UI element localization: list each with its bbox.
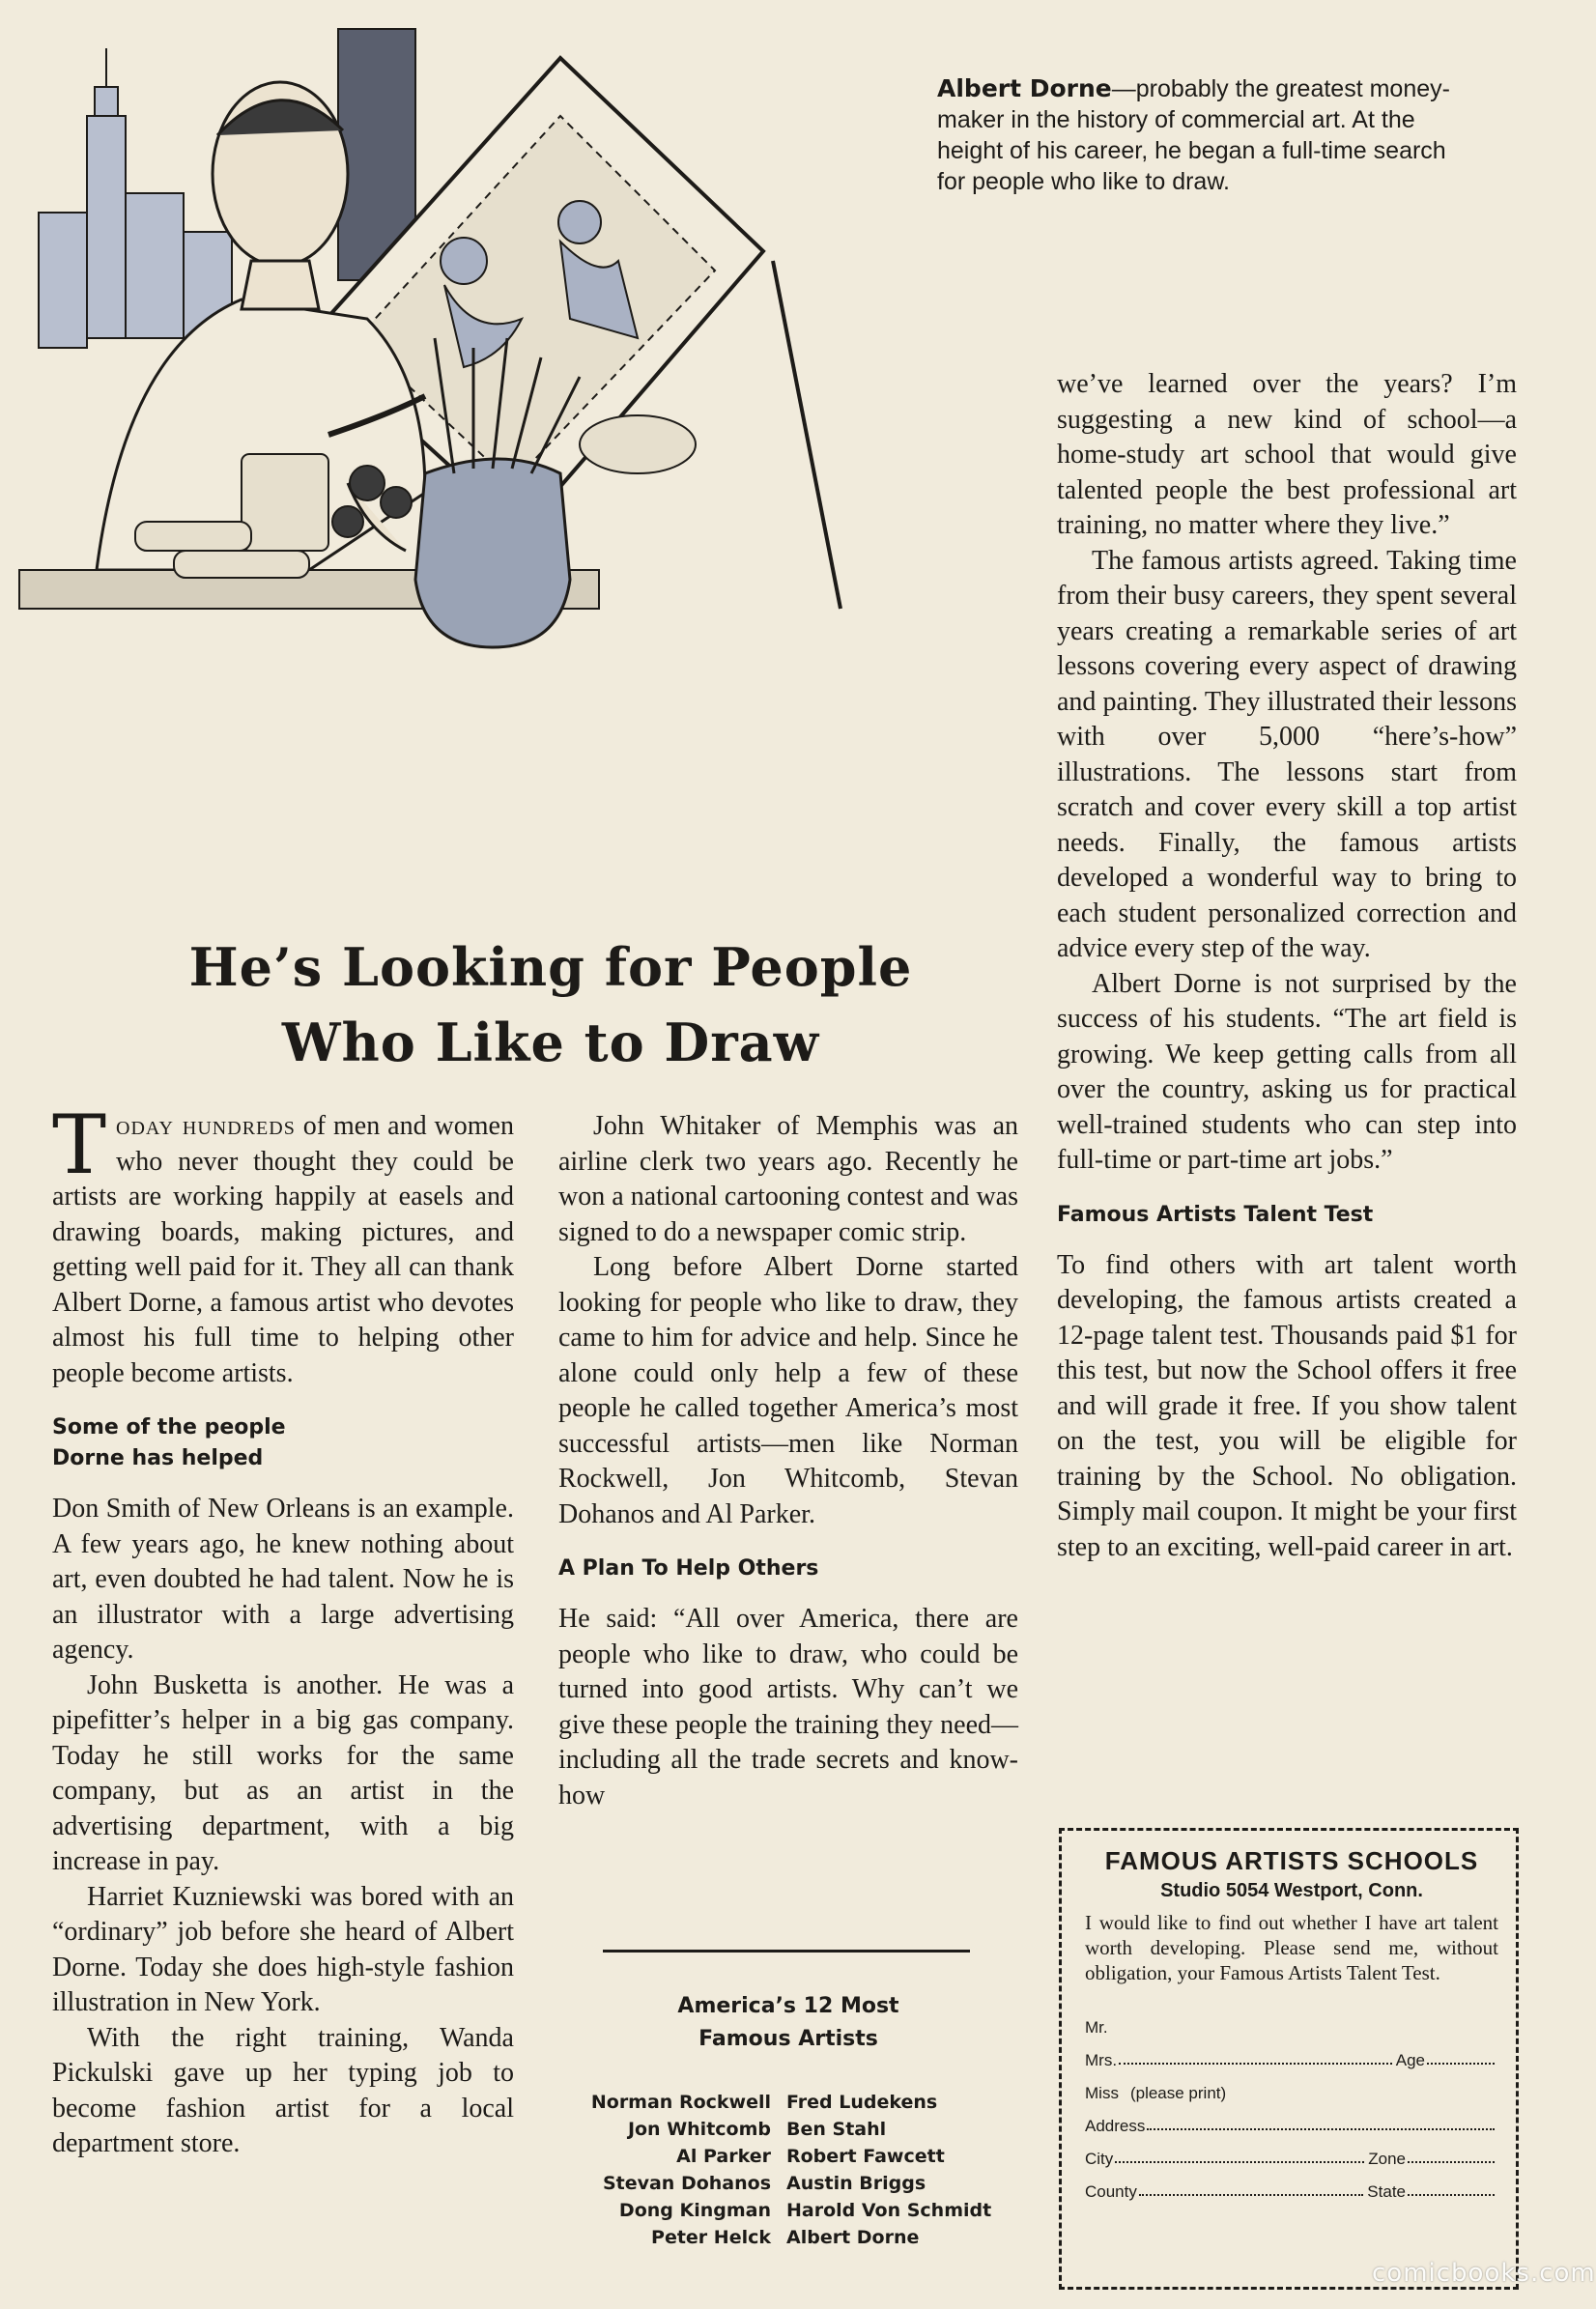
label-state: State xyxy=(1367,2182,1406,2201)
column-2 xyxy=(558,1109,1018,1813)
paragraph-john-whitaker: John Whitaker of Memphis was an airline clerk two years ago. Recently he won a national cartooning contest and was signed to do a newspaper comic strip. xyxy=(558,1111,1018,1247)
artist-name: Harold Von Schmidt xyxy=(786,2200,992,2221)
label-mrs: Mrs. xyxy=(1085,2051,1118,2069)
artist-name: Austin Briggs xyxy=(786,2173,926,2194)
paragraph-wanda: With the right training, Wanda Pickulski gave up her typing job to become fashion artist for a local department store. xyxy=(52,2022,514,2158)
artist-illustration xyxy=(19,29,889,898)
divider-rule xyxy=(603,1950,970,1953)
city-line[interactable] xyxy=(1115,2161,1364,2163)
paragraph-continued: we’ve learned over the years? I’m suggesting a new kind of school—a home-study art school that would give talented people the best professional art training, no matter where they live.” xyxy=(1057,369,1517,540)
artist-name: Fred Ludekens xyxy=(786,2092,938,2113)
paragraph-don-smith: Don Smith of New Orleans is an example. A few years ago, he knew nothing about art, even doubted he had talent. Now he is an illustrator with a large advertising agency. xyxy=(52,1494,514,1665)
column-3 xyxy=(1057,367,1517,1565)
county-line[interactable] xyxy=(1139,2194,1363,2196)
label-city: City xyxy=(1085,2150,1114,2168)
paragraph-john-busketta: John Busketta is another. He was a pipefitter’s helper in a big gas company. Today he still works for the same company, but as an artist in the advertising department, with a big increase in pay. xyxy=(52,1669,514,1876)
label-mr: Mr. xyxy=(1085,2018,1108,2037)
artist-name: Dong Kingman xyxy=(618,2200,771,2221)
artist-name: Jon Whitcomb xyxy=(627,2119,771,2140)
age-line[interactable] xyxy=(1427,2063,1495,2065)
drop-cap: T xyxy=(52,1097,107,1192)
field-row-address xyxy=(1085,2103,1498,2136)
famous-title-line-1: America’s 12 Most xyxy=(677,1994,899,2018)
caption-text: —probably the greatest money-maker in the history of commercial art. At the height of his career, he began a full-time search for people who like to draw. xyxy=(937,75,1450,195)
field-row-city xyxy=(1085,2136,1498,2169)
name-line[interactable] xyxy=(1119,2063,1392,2065)
field-row-county xyxy=(1085,2169,1498,2202)
artist-name: Robert Fawcett xyxy=(786,2146,945,2167)
state-line[interactable] xyxy=(1408,2194,1495,2196)
paragraph-he-said: He said: “All over America, there are people who like to draw, who could be turned into good artists. Why can’t we give these people the training they need—including all the trade secrets and know-how xyxy=(558,1604,1018,1810)
label-county: County xyxy=(1085,2182,1137,2201)
subhead-plan: A Plan To Help Others xyxy=(558,1556,819,1581)
subhead-people-helped xyxy=(52,1412,514,1474)
coupon-body: I would like to find out whether I have art talent worth developing. Please send me, without obligation, your Famous Artists Talent Test. xyxy=(1085,1911,1498,1984)
coupon-fields xyxy=(1085,2005,1498,2202)
label-zone: Zone xyxy=(1368,2150,1406,2168)
artist-name: Peter Helck xyxy=(651,2227,771,2248)
mail-coupon[interactable] xyxy=(1059,1828,1519,2290)
paragraph-long-before: Long before Albert Dorne started looking for people who like to draw, they came to him for advice and help. Since he alone could only help a few of these people he called together America’s most successful artists—men like Norman Rockwell, Jon Whitcomb, Stevan Dohanos and Al Parker. xyxy=(558,1252,1018,1529)
famous-artists-title xyxy=(558,1990,1018,2056)
field-row-mr xyxy=(1085,2005,1498,2038)
artist-name: Norman Rockwell xyxy=(590,2092,771,2113)
paragraph-not-surprised: Albert Dorne is not surprised by the success of his students. “The art field is growing. We keep getting calls from all over the country, asking us for practical well-trained students who can step into full-time or part-time art jobs.” xyxy=(1057,968,1517,1175)
headline-line-2: Who Like to Draw xyxy=(281,1012,820,1073)
field-row-miss xyxy=(1085,2070,1498,2103)
coupon-address: Studio 5054 Westport, Conn. xyxy=(1160,1880,1423,1901)
headline-line-1: He’s Looking for People xyxy=(188,936,913,998)
small-caps-lead: oday hundreds xyxy=(116,1111,296,1141)
artist-name: Albert Dorne xyxy=(786,2227,920,2248)
label-address: Address xyxy=(1085,2117,1146,2135)
label-please-print: (please print) xyxy=(1129,2084,1227,2102)
subhead-talent-test: Famous Artists Talent Test xyxy=(1057,1202,1374,1227)
subhead-line-2: Dorne has helped xyxy=(52,1446,264,1470)
artists-right-column xyxy=(786,2089,1028,2251)
label-miss: Miss xyxy=(1085,2084,1119,2102)
address-line[interactable] xyxy=(1147,2128,1495,2130)
zone-line[interactable] xyxy=(1408,2161,1495,2163)
coupon-title: FAMOUS ARTISTS SCHOOLS xyxy=(1104,1846,1479,1875)
artist-name: Al Parker xyxy=(676,2146,771,2167)
paragraph-harriet: Harriet Kuzniewski was bored with an “ordinary” job before she heard of Albert Dorne. Today she does high-style fashion illustration in New York. xyxy=(52,1881,514,2017)
artist-name: Stevan Dohanos xyxy=(602,2173,771,2194)
caption xyxy=(937,73,1459,197)
watermark: comicbooks.com xyxy=(1372,2259,1596,2288)
famous-artists-list xyxy=(551,2089,1034,2251)
label-age: Age xyxy=(1395,2051,1425,2069)
intro-text: of men and women who never thought they could be artists are working happily at easels and drawing boards, making pictures, and getting well paid for it. They all can thank Albert Dorne, a famous artist who devotes almost his full time to helping other people become artists. xyxy=(52,1111,514,1388)
caption-name: Albert Dorne xyxy=(937,74,1112,102)
artists-left-column xyxy=(551,2089,786,2251)
column-1 xyxy=(52,1097,514,2162)
field-row-mrs xyxy=(1085,2038,1498,2070)
board-leg xyxy=(773,261,841,609)
paragraph-artists-agreed: The famous artists agreed. Taking time from their busy careers, they spent several years creating a remarkable series of art lessons covering every aspect of drawing and painting. They illustrated their lessons with over 5,000 “here’s-how” illustrations. The lessons start from scratch and cover every skill a top artist needs. Finally, the famous artists developed a wonderful way to bring to each student personalized correction and advice every step of the way. xyxy=(1057,545,1517,963)
famous-title-line-2: Famous Artists xyxy=(698,2027,878,2051)
intro-paragraph xyxy=(52,1097,514,1391)
headline xyxy=(68,929,1034,1080)
subhead-line-1: Some of the people xyxy=(52,1415,286,1440)
artist-name: Ben Stahl xyxy=(786,2119,887,2140)
paragraph-talent-test: To find others with art talent worth developing, the famous artists created a 12-page talent test. Thousands paid $1 for this test, but now the School offers it free and will grade it free. If you show talent on the test, you will be eligible for training by the School. No obligation. Simply mail coupon. It might be your first step to an exciting, well-paid career in art. xyxy=(1057,1249,1517,1562)
